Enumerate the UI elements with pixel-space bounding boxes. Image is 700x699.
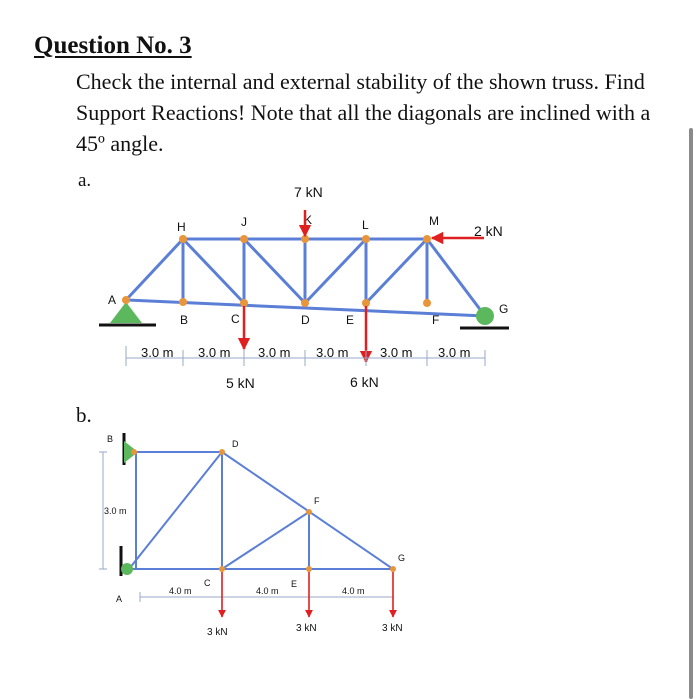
dimension-label: 3.0 m bbox=[380, 345, 413, 360]
node bbox=[219, 449, 225, 455]
node-label: C bbox=[231, 312, 240, 326]
node bbox=[301, 299, 309, 307]
node bbox=[122, 296, 130, 304]
question-text: Check the internal and external stability of the shown truss. Find Support Reactions! Note that all the diagonals are inclined with a 45º angle. bbox=[76, 69, 651, 156]
node bbox=[131, 449, 137, 455]
node-label: F bbox=[432, 313, 440, 327]
member bbox=[183, 239, 244, 303]
node bbox=[240, 299, 248, 307]
truss-b-loads bbox=[222, 572, 393, 617]
dimension-label: 4.0 m bbox=[342, 586, 365, 596]
node-label: M bbox=[429, 214, 439, 228]
member bbox=[126, 239, 183, 300]
node bbox=[390, 566, 396, 572]
node bbox=[301, 235, 309, 243]
dimension-label: 4.0 m bbox=[256, 586, 279, 596]
load-label: 3 kN bbox=[382, 623, 403, 634]
node-label: D bbox=[232, 439, 239, 449]
node bbox=[306, 566, 312, 572]
member bbox=[222, 512, 309, 569]
load-label: 3 kN bbox=[207, 627, 228, 638]
part-a-label: a. bbox=[78, 170, 92, 191]
node bbox=[179, 298, 187, 306]
node-label: E bbox=[291, 579, 298, 589]
node-label: A bbox=[108, 293, 117, 307]
member bbox=[244, 239, 305, 303]
node bbox=[306, 509, 312, 515]
part-b-label: b. bbox=[76, 403, 92, 427]
member bbox=[427, 239, 485, 316]
truss-b-node-labels bbox=[107, 434, 405, 604]
node-label: D bbox=[301, 313, 310, 327]
load-label-6kN: 6 kN bbox=[350, 374, 379, 390]
truss-b-nodes bbox=[131, 449, 396, 572]
truss-a bbox=[99, 184, 509, 391]
dimension-label: 3.0 m bbox=[141, 345, 174, 360]
node bbox=[362, 299, 370, 307]
dimension-label: 3.0 m bbox=[198, 345, 231, 360]
node bbox=[423, 235, 431, 243]
node-label: K bbox=[304, 213, 313, 227]
truss-a-dimension-line bbox=[126, 346, 485, 366]
roller-support bbox=[476, 307, 494, 325]
height-dimension-label: 3.0 m bbox=[104, 506, 127, 516]
node-label: A bbox=[116, 594, 123, 604]
node-label: B bbox=[107, 434, 114, 444]
node-label: G bbox=[499, 302, 509, 316]
node-label: G bbox=[398, 553, 406, 563]
node-label: L bbox=[362, 218, 369, 232]
node-label: C bbox=[204, 578, 211, 588]
node-label: B bbox=[180, 313, 189, 327]
node bbox=[179, 235, 187, 243]
node-label: J bbox=[241, 215, 247, 229]
member bbox=[305, 239, 366, 303]
truss-b-dimensions bbox=[169, 586, 365, 596]
node-label: F bbox=[314, 496, 320, 506]
dimension-label: 3.0 m bbox=[438, 345, 471, 360]
truss-a-node-labels bbox=[108, 213, 508, 327]
load-label-2kN: 2 kN bbox=[474, 223, 503, 239]
node bbox=[423, 299, 431, 307]
load-label-5kN: 5 kN bbox=[226, 375, 255, 391]
question-title: Question No. 3 bbox=[34, 32, 192, 59]
dimension-label: 3.0 m bbox=[316, 345, 349, 360]
member bbox=[129, 452, 222, 569]
truss-b-load-labels bbox=[207, 623, 403, 638]
load-label: 3 kN bbox=[296, 623, 317, 634]
node bbox=[362, 235, 370, 243]
roller-support bbox=[121, 563, 133, 575]
node-label: E bbox=[346, 313, 355, 327]
truss-b-members bbox=[129, 452, 393, 569]
node bbox=[219, 566, 225, 572]
node bbox=[240, 235, 248, 243]
member bbox=[366, 239, 427, 303]
truss-a-loads bbox=[244, 210, 484, 362]
node-label: H bbox=[177, 220, 186, 234]
load-label-7kN: 7 kN bbox=[294, 184, 323, 200]
truss-b bbox=[99, 433, 405, 638]
dimension-label: 3.0 m bbox=[258, 345, 291, 360]
dimension-label: 4.0 m bbox=[169, 586, 192, 596]
